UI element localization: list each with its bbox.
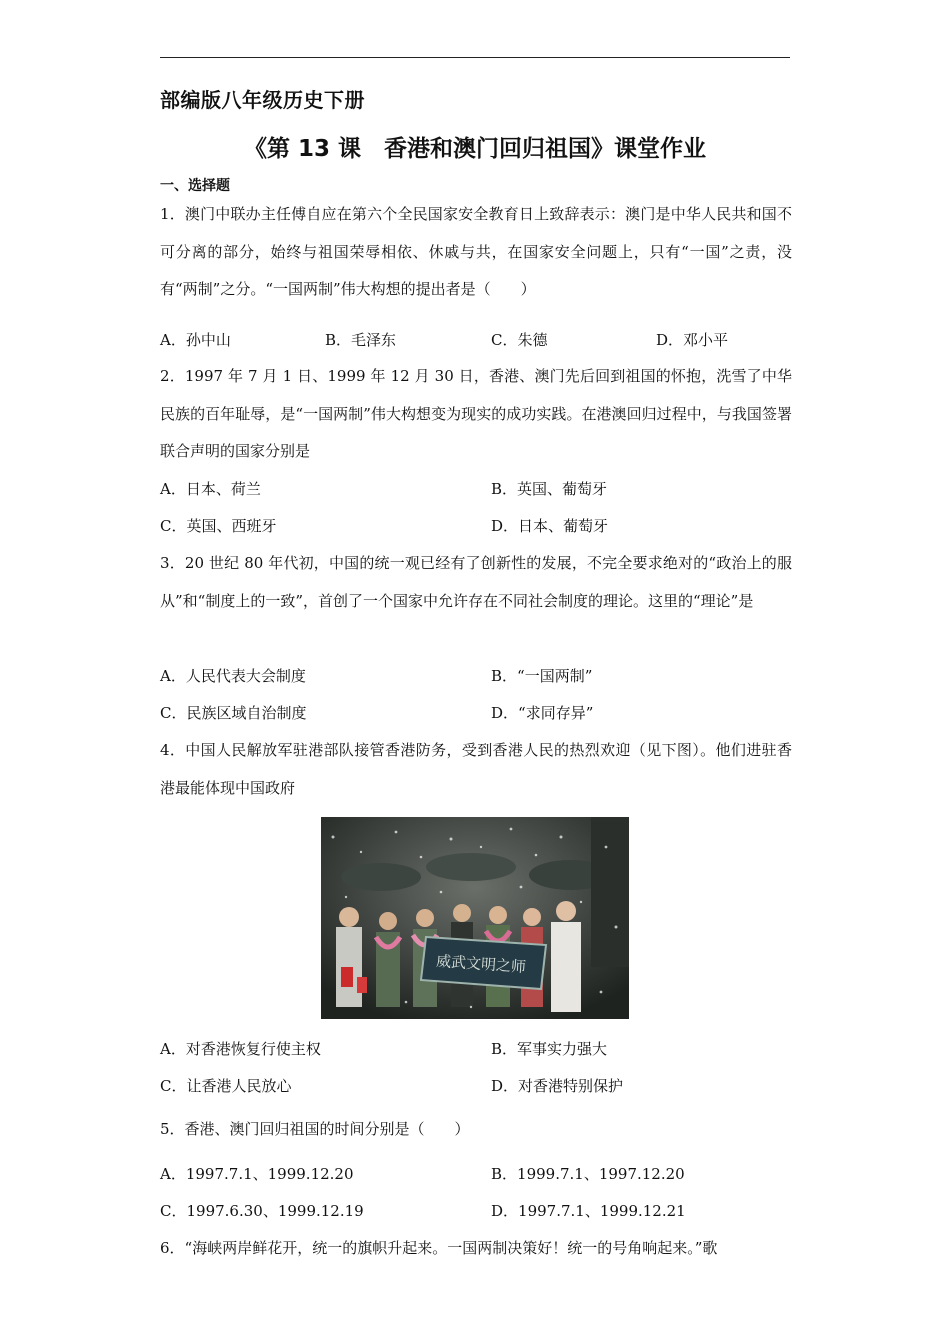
question-4-option-c[interactable]: C．让香港人民放心 [160,1077,292,1095]
banner-text: 威武文明之师 [435,951,527,977]
question-2-option-b[interactable]: B．英国、葡萄牙 [491,480,608,498]
section-heading: 一、选择题 [160,178,230,194]
question-6-stem: 6．“海峡两岸鲜花开，统一的旗帜升起来。一国两制决策好！统一的号角响起来。”歌 [160,1239,718,1257]
question-4-stem: 4．中国人民解放军驻港部队接管香港防务，受到香港人民的热烈欢迎（见下图）。他们进驻香港最能体现中国政府 [160,741,792,797]
photo-illustration [321,817,629,1019]
question-1-option-d[interactable]: D．邓小平 [656,331,729,349]
question-4-option-b[interactable]: B．军事实力强大 [491,1040,608,1058]
question-3-stem: 3．20 世纪 80 年代初，中国的统一观已经有了创新性的发展，不完全要求绝对的“政治上的服从”和“制度上的一致”，首创了一个国家中允许存在不同社会制度的理论。这里的“理论”是 [160,554,792,610]
question-1-option-a[interactable]: A．孙中山 [160,331,231,349]
header-rule [160,57,790,58]
question-5-option-c[interactable]: C．1997.6.30、1999.12.19 [160,1202,364,1220]
question-4-option-d[interactable]: D．对香港特别保护 [491,1077,624,1095]
question-3-option-d[interactable]: D．“求同存异” [491,704,594,722]
lesson-title: 《第 13 课 香港和澳门回归祖国》课堂作业 [243,136,707,162]
question-4-option-a[interactable]: A．对香港恢复行使主权 [160,1040,321,1058]
question-3-option-c[interactable]: C．民族区域自治制度 [160,704,307,722]
pla-hong-kong-welcome-photo [321,817,629,1019]
document-title: 部编版八年级历史下册 [160,88,365,112]
question-2-stem: 2．1997 年 7 月 1 日、1999 年 12 月 30 日，香港、澳门先后回到祖国的怀抱，洗雪了中华民族的百年耻辱，是“一国两制”伟大构想变为现实的成功实践。在港澳回归过程中，与我国签署联合声明的国家分别是 [160,367,792,460]
question-5-option-a[interactable]: A．1997.7.1、1999.12.20 [160,1165,354,1183]
question-2-option-d[interactable]: D．日本、葡萄牙 [491,517,609,535]
question-5-stem: 5．香港、澳门回归祖国的时间分别是（ ） [160,1120,470,1138]
question-1-option-c[interactable]: C．朱德 [491,331,548,349]
question-3-option-a[interactable]: A．人民代表大会制度 [160,667,306,685]
question-5-option-b[interactable]: B．1999.7.1、1997.12.20 [491,1165,685,1183]
question-1-option-b[interactable]: B．毛泽东 [325,331,397,349]
question-3-option-b[interactable]: B．“一国两制” [491,667,593,685]
question-1-stem: 1．澳门中联办主任傅自应在第六个全民国家安全教育日上致辞表示：澳门是中华人民共和国不可分离的部分，始终与祖国荣辱相依、休戚与共，在国家安全问题上，只有“一国”之责，没有“两制”之分。“一国两制”伟大构想的提出者是（ ） [160,205,792,298]
question-5-option-d[interactable]: D．1997.7.1、1999.12.21 [491,1202,686,1220]
question-2-option-c[interactable]: C．英国、西班牙 [160,517,277,535]
question-2-option-a[interactable]: A．日本、荷兰 [160,480,261,498]
